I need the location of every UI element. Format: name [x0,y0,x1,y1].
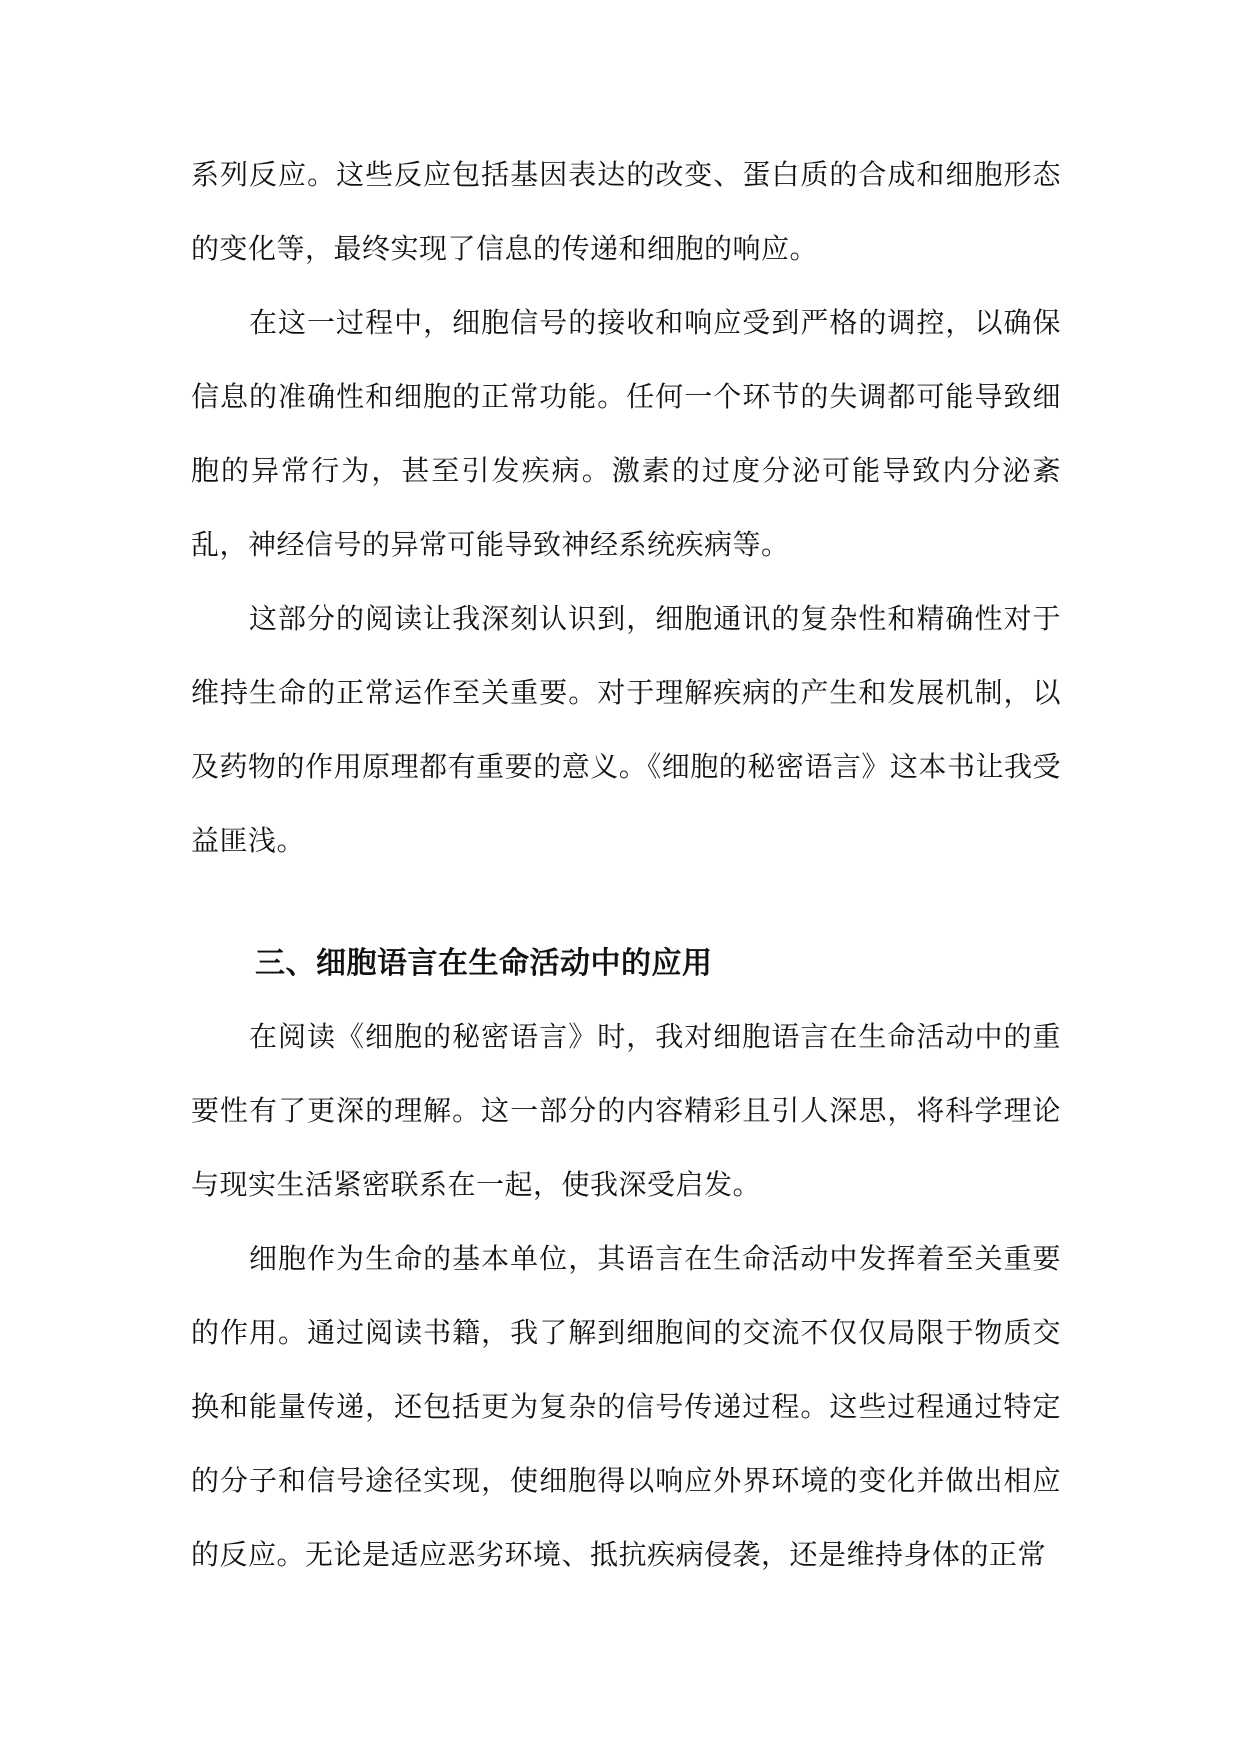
paragraph-cell-language: 细胞作为生命的基本单位，其语言在生命活动中发挥着至关重要的作用。通过阅读书籍，我了解到细胞间的交流不仅仅局限于物质交换和能量传递，还包括更为复杂的信号传递过程。这些过程通过特定的分子和信号途径实现，使细胞得以响应外界环境的变化并做出相应的反应。无论是适应恶劣环境、抵抗疾病侵袭，还是维持身体的正常 [191,1242,1061,1571]
paragraph-reading-insight: 在阅读《细胞的秘密语言》时，我对细胞语言在生命活动中的重要性有了更深的理解。这一部分的内容精彩且引人深思，将科学理论与现实生活紧密联系在一起，使我深受启发。 [191,1020,1061,1201]
paragraph-continuation: 系列反应。这些反应包括基因表达的改变、蛋白质的合成和细胞形态的变化等，最终实现了信息的传递和细胞的响应。 [191,158,1061,265]
paragraph-regulation: 在这一过程中，细胞信号的接收和响应受到严格的调控，以确保信息的准确性和细胞的正常功能。任何一个环节的失调都可能导致细胞的异常行为，甚至引发疾病。激素的过度分泌可能导致内分泌紊乱，神经信号的异常可能导致神经系统疾病等。 [191,306,1061,561]
document-body [191,138,1061,1592]
section-heading: 三、细胞语言在生命活动中的应用 [255,946,713,981]
paragraph-reflection: 这部分的阅读让我深刻认识到，细胞通讯的复杂性和精确性对于维持生命的正常运作至关重要。对于理解疾病的产生和发展机制，以及药物的作用原理都有重要的意义。《细胞的秘密语言》这本书让我受益匪浅。 [191,602,1061,857]
